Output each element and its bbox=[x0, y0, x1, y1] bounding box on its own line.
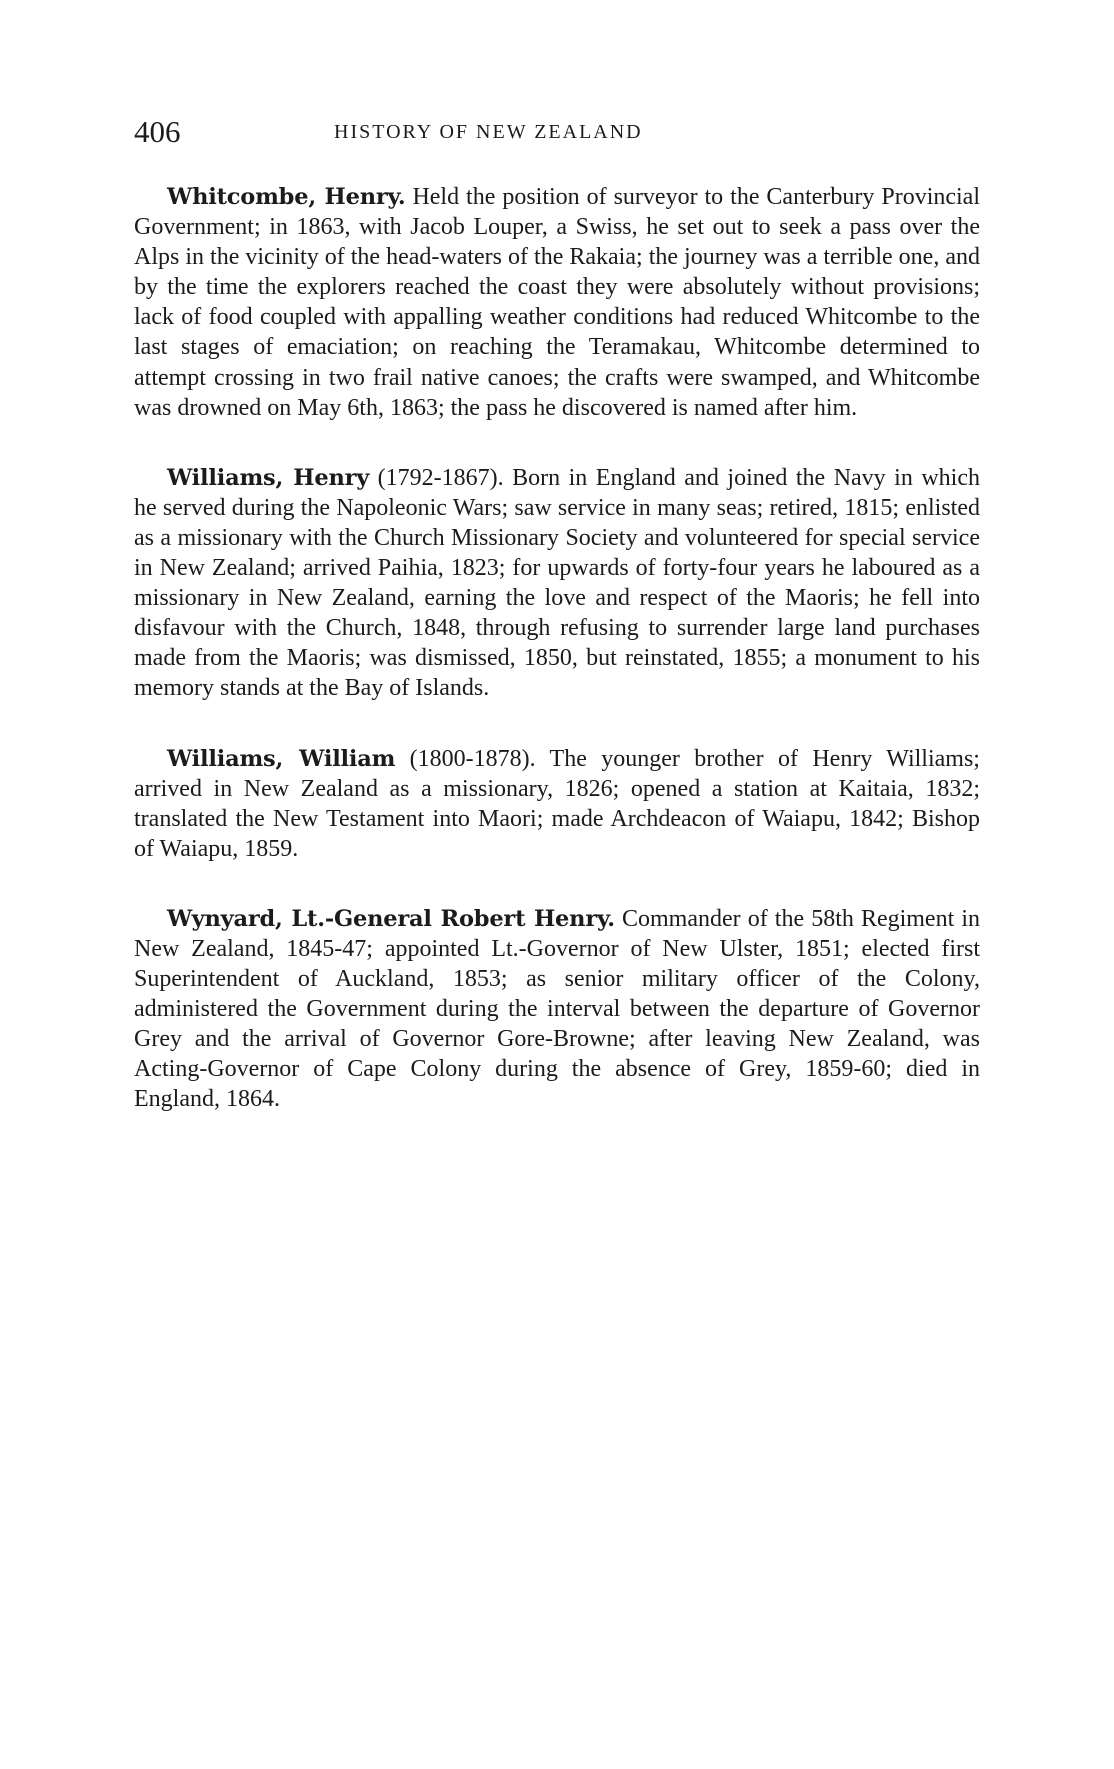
running-title: HISTORY OF NEW ZEALAND bbox=[334, 121, 643, 143]
entry-wynyard-robert-henry bbox=[134, 904, 980, 1115]
entry-text: Born in England and joined the Navy in which he served during the Napoleonic Wars; saw service in many seas; retired, 1815; enlisted as a missionary with the Church Missionary Society and volunteered for special service in New Zealand; arrived Paihia, 1823; for upwards of forty-four years he laboured as a missionary in New Zealand, earning the love and respect of the Maoris; he fell into disfavour with the Church, 1848, through refusing to surrender large land purchases made from the Maoris; was dismissed, 1850, but reinstated, 1855; a monument to his memory stands at the Bay of Islands. bbox=[134, 464, 980, 702]
entry-name: Whitcombe, Henry. bbox=[167, 184, 406, 210]
entry-whitcombe-henry bbox=[134, 182, 980, 423]
entry-williams-henry bbox=[134, 463, 980, 704]
entry-name: Williams, William bbox=[167, 745, 396, 772]
biographical-entries bbox=[134, 182, 980, 1155]
running-head bbox=[134, 112, 979, 152]
entry-name: Williams, Henry bbox=[167, 464, 370, 491]
entry-williams-william bbox=[134, 744, 980, 864]
page-number: 406 bbox=[134, 114, 181, 149]
entry-text: Held the position of surveyor to the Canterbury Provincial Government; in 1863, with Jacob Louper, a Swiss, he set out to seek a pass over the Alps in the vicinity of the head-waters of the Rakaia; the journey was a terrible one, and by the time the explorers reached the coast they were absolutely without provisions; lack of food coupled with appalling weather conditions had reduced Whitcombe to the last stages of emaciation; on reaching the Teramakau, Whitcombe determined to attempt crossing in two frail native canoes; the crafts were swamped, and Whitcombe was drowned on May 6th, 1863; the pass he discovered is named after him. bbox=[134, 184, 980, 421]
entry-text: The younger brother of Henry Williams; arrived in New Zealand as a missionary, 1826; opened a station at Kaitaia, 1832; translated the New Testament into Maori; made Archdeacon of Waiapu, 1842; Bishop of Waiapu, 1859. bbox=[134, 745, 980, 862]
entry-text: Commander of the 58th Regiment in New Zealand, 1845-47; appointed Lt.-Governor of New Ulster, 1851; elected first Superintendent of Auckland, 1853; as senior military officer of the Colony, administered the Government during the interval between the departure of Governor Grey and the arrival of Governor Gore-Browne; after leaving New Zealand, was Acting-Governor of Cape Colony during the absence of Grey, 1859-60; died in England, 1864. bbox=[134, 905, 981, 1113]
entry-name: Wynyard, Lt.-General Robert Henry. bbox=[167, 905, 615, 932]
entry-dates: (1792-1867). bbox=[377, 464, 504, 491]
entry-dates: (1800-1878). bbox=[409, 745, 536, 772]
